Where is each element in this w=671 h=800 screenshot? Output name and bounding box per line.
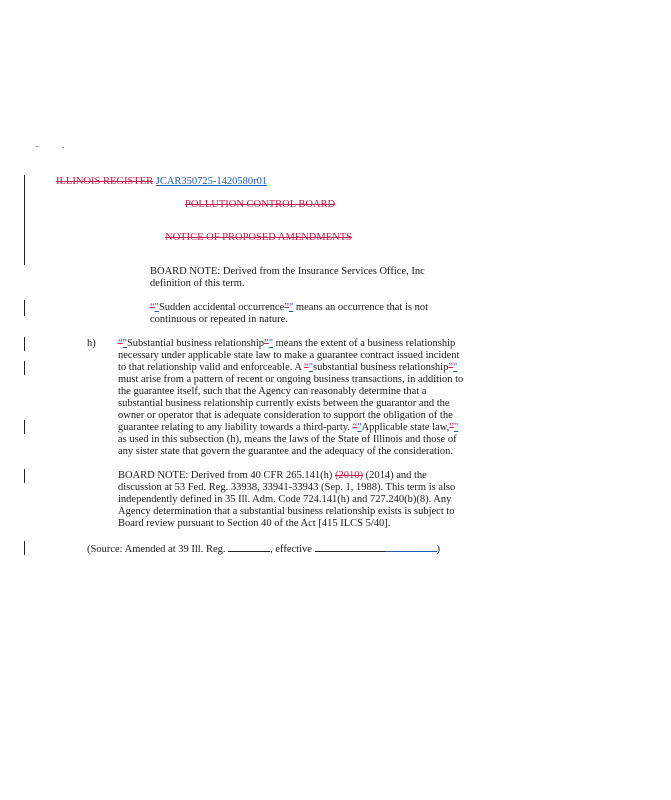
subsection-h-line: must arise from a pattern of recent or ongoing business transactions, in addition to [118, 374, 464, 385]
subsection-h-line: the guarantee itself, such that the Agency can reasonably determine that a [118, 386, 427, 397]
subsection-h-line: as used in this subsection (h), means the laws of the State of Illinois and those of [118, 434, 457, 445]
register-header [56, 176, 267, 188]
scan-speck [62, 147, 64, 148]
register-id-inserted: JCAR350725-1420580r01 [155, 176, 268, 187]
change-bar [24, 469, 25, 483]
change-bar [24, 361, 25, 375]
change-bar [24, 175, 25, 265]
subsection-h-line: substantial business relationship currently exists between the guarantor and the [118, 398, 450, 409]
board-note-2-line: independently defined in 35 Ill. Adm. Code 724.141(h) and 727.240(b)(8). Any [118, 494, 452, 505]
source-note: (Source: Amended at 39 Ill. Reg. , effective ) [87, 544, 441, 555]
board-note-2-line: discussion at 53 Fed. Reg. 33938, 33941-33943 (Sep. 1, 1988). This term is also [118, 482, 456, 493]
board-note-2-line: Agency determination that a substantial business relationship exists is subject to [118, 506, 455, 517]
subsection-h-line: owner or operator that is adequate consideration to support the obligation of the [118, 410, 453, 421]
board-note-1-line: definition of this term. [150, 278, 245, 289]
definition-sudden-occurrence-line2: continuous or repeated in nature. [150, 314, 288, 325]
subsection-h-line: any sister state that govern the guarantee and the adequacy of the consideration. [118, 446, 453, 457]
effective-date-blank-inserted [385, 542, 437, 552]
register-title-deleted: ILLINOIS REGISTER [56, 176, 154, 187]
definition-sudden-occurrence: “"Sudden accidental occurrence”" means an occurrence that is not [150, 302, 428, 313]
notice-heading-deleted: NOTICE OF PROPOSED AMENDMENTS [165, 232, 352, 243]
subsection-h-line: guarantee relating to any liability towards a third-party. “"Applicable state law,”" [118, 422, 459, 433]
subsection-h-line: necessary under applicable state law to make a guarantee contract issued incident [118, 350, 460, 361]
scan-speck [36, 146, 38, 147]
board-note-2-line: BOARD NOTE: Derived from 40 CFR 265.141(h) (2010) (2014) and the [118, 470, 427, 481]
subsection-label: h) [87, 338, 96, 349]
board-note-1-line: BOARD NOTE: Derived from the Insurance Services Office, Inc [150, 266, 425, 277]
subsection-h-line: to that relationship valid and enforceable. A “"substantial business relationship”" [118, 362, 458, 373]
change-bar [24, 541, 25, 555]
change-bar [24, 337, 25, 351]
register-page-blank [228, 542, 270, 552]
change-bar [24, 300, 25, 316]
board-note-2-line: Board review pursuant to Section 40 of the Act [415 ILCS 5/40]. [118, 518, 391, 529]
effective-date-blank [315, 542, 385, 552]
subsection-h-line: “"Substantial business relationship”" means the extent of a business relationship [118, 338, 456, 349]
agency-heading-deleted: POLLUTION CONTROL BOARD [185, 199, 336, 210]
change-bar [24, 420, 25, 434]
